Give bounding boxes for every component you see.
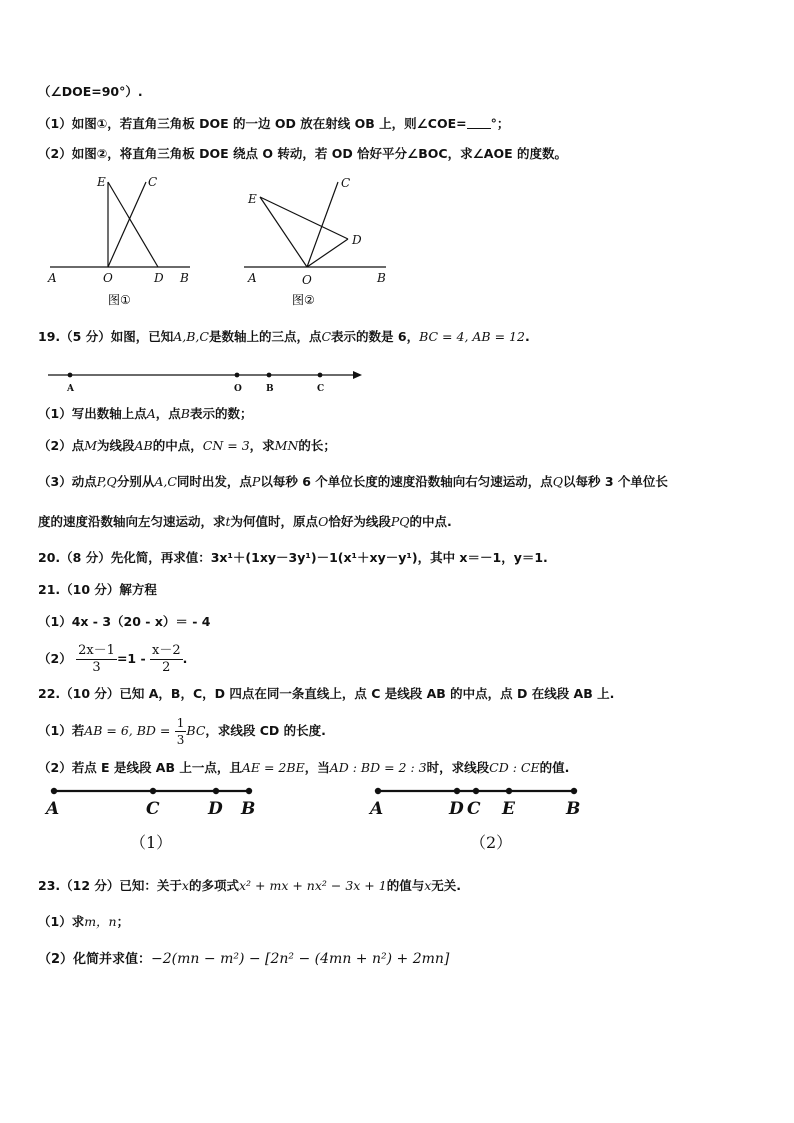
q19-p3-t: t <box>225 514 231 529</box>
fig2-side-OD <box>307 239 348 267</box>
q19-p1-c: 表示的数； <box>189 406 253 421</box>
q19-p3-PQ2: PQ <box>390 514 410 529</box>
fig2-label-B: B <box>566 799 581 819</box>
q22-p2-eq3: CD : CE <box>489 760 540 775</box>
q19-p3-Q: Q <box>552 474 563 489</box>
q19-p3-P: P <box>251 474 261 489</box>
fig1-ray-OC <box>108 182 146 267</box>
axis-label-C: C <box>317 384 325 394</box>
point-B <box>267 373 272 378</box>
fig1-label-C: C <box>146 799 160 819</box>
fig2-point-B <box>571 788 577 794</box>
fig2-point-D <box>454 788 460 794</box>
point-O <box>235 373 240 378</box>
q22-p2-eq1: AE = 2BE <box>241 760 305 775</box>
fig1-point-C <box>150 788 156 794</box>
q19-p3-i: 的中点. <box>409 514 452 529</box>
q23-part1 <box>38 914 129 930</box>
q20-text: 20.（8 分）先化简，再求值：3x¹＋(1xy－3y¹)－1(x¹＋xy－y¹)，其中 x＝－1，y＝1. <box>38 550 548 565</box>
q22-p2-c: 时，求线段 <box>426 760 490 775</box>
axis-label-O: O <box>234 384 242 394</box>
q23-head-d: 无关. <box>431 878 462 893</box>
fig1-label-D: D <box>208 799 223 819</box>
q22-figures <box>0 780 620 860</box>
fig1-label-C: C <box>148 175 158 189</box>
fig2-label-A: A <box>248 271 257 285</box>
q21-head: 21.（10 分）解方程 <box>38 582 157 597</box>
fig2-label-D: D <box>352 233 362 247</box>
q21-frac2-num: x－2 <box>152 643 181 658</box>
q21-frac2-den: 2 <box>162 660 171 675</box>
fig2-label-B: B <box>377 271 386 285</box>
fig2-caption: 图② <box>292 293 315 307</box>
fig2-point-E <box>506 788 512 794</box>
q19-p3-h: 恰好为线段 <box>328 514 391 529</box>
q23-p1-a: （1）求 <box>38 914 85 929</box>
q23-p2-expr: −2(mn − m²) − [2n² − (4mn + n²) + 2mn] <box>151 951 450 967</box>
q18-part1 <box>38 116 509 132</box>
q19-p2-CN: CN = 3 <box>202 438 250 453</box>
q19-head-c-pt: C <box>321 329 332 344</box>
fig1-label-A: A <box>46 799 60 819</box>
fig1-label-B: B <box>241 799 256 819</box>
q18-intro: （∠DOE=90°）. <box>38 84 143 99</box>
q19-p2-e: 的长； <box>298 438 336 453</box>
q19-p2-c: 的中点， <box>152 438 203 453</box>
q19-head-eq: BC = 4, AB = 12 <box>419 329 525 344</box>
q19-p2-a: （2）点 <box>38 438 85 453</box>
point-A <box>68 373 73 378</box>
q19-p3-b: 分别从 <box>116 474 155 489</box>
fig2-label-O: O <box>302 273 312 287</box>
q22-p1-eq: AB = 6, BD = <box>84 723 171 738</box>
fig1-caption: （1） <box>130 833 173 852</box>
fig1-point-D <box>213 788 219 794</box>
q19-part3-line2 <box>38 514 452 530</box>
q18-part2: （2）如图②，将直角三角板 DOE 绕点 O 转动，若 OD 恰好平分∠BOC，求∠AOE 的度数。 <box>38 146 567 161</box>
q19-p1-A: A <box>146 406 156 421</box>
q23-head <box>38 878 461 894</box>
q22-p2-b: ，当 <box>304 760 330 775</box>
fig1-caption: 图① <box>108 293 131 307</box>
fig2-label-A: A <box>370 799 384 819</box>
q21-fraction-1 <box>76 643 117 676</box>
q19-p2-b: 为线段 <box>97 438 135 453</box>
q22-p1-b: ，求线段 CD 的长度. <box>205 723 326 738</box>
q21-part2 <box>38 640 187 678</box>
q19-number-line <box>40 366 370 394</box>
q22-p2-eq2: AD : BD = 2 : 3 <box>329 760 427 775</box>
fig1-ray-ED <box>108 182 158 267</box>
q19-p2-M: M <box>84 438 98 453</box>
fig1-label-A: A <box>48 271 57 285</box>
q18-figure-1 <box>50 182 190 267</box>
q19-p2-d: ，求 <box>249 438 275 453</box>
fig1-label-E: E <box>97 175 106 189</box>
q19-head-pts: A,B,C <box>173 329 209 344</box>
q19-p1-B: B <box>180 406 190 421</box>
q19-p3-AC: A,C <box>154 474 177 489</box>
q22-fraction <box>175 715 187 748</box>
q19-p2-MN: MN <box>274 438 299 453</box>
fig2-label-D: D <box>449 799 464 819</box>
q19-p3-O: O <box>318 514 329 529</box>
q23-head-x: x <box>181 878 189 893</box>
q23-part2 <box>38 951 449 968</box>
fig2-label-C: C <box>341 176 351 190</box>
q19-p3-PQ: P,Q <box>96 474 117 489</box>
q22-figure-2 <box>368 788 580 852</box>
q23-head-c: 的值与 <box>386 878 425 893</box>
q21-fraction-2 <box>150 643 183 676</box>
fig2-side-ED <box>260 197 348 239</box>
answer-blank <box>467 116 491 129</box>
q21-frac1-den: 3 <box>92 660 101 675</box>
fig2-ray-OC <box>307 182 338 267</box>
q23-p2-a: （2）化简并求值： <box>38 952 152 967</box>
q19-head-end: . <box>524 329 530 344</box>
fig1-label-D: D <box>154 271 164 285</box>
q21-part1: （1）4x - 3（20 - x）＝ - 4 <box>38 614 211 629</box>
q22-p2-a: （2）若点 E 是线段 AB 上一点，且 <box>38 760 242 775</box>
q19-p1-b: ，点 <box>155 406 181 421</box>
q19-p3-g: 为何值时，原点 <box>230 514 319 529</box>
q22-p1-bc: BC <box>186 723 206 738</box>
q23-p1-b: ； <box>116 914 130 929</box>
fig2-label-C: C <box>467 799 481 819</box>
fig2-side-EO <box>260 197 307 267</box>
axis-label-A: A <box>67 384 74 394</box>
q19-head <box>38 329 530 345</box>
q19-p3-e: 以每秒 3 个单位长 <box>563 474 668 489</box>
q23-head-poly: x² + mx + nx² − 3x + 1 <box>238 878 387 893</box>
q19-head-c: 表示的数是 6， <box>331 329 420 344</box>
number-line-arrow-icon <box>353 371 362 379</box>
q19-p1-a: （1）写出数轴上点 <box>38 406 147 421</box>
q21-p2-label: （2） <box>38 651 72 666</box>
q22-p1-a: （1）若 <box>38 723 85 738</box>
fig1-label-B: B <box>180 271 189 285</box>
q22-figure-1 <box>44 788 255 852</box>
q23-head-b: 的多项式 <box>188 878 239 893</box>
q19-p3-d: 以每秒 6 个单位长度的速度沿数轴向右匀速运动，点 <box>260 474 553 489</box>
q19-p3-c: 同时出发，点 <box>176 474 252 489</box>
q19-part3-line1 <box>38 474 668 490</box>
fig2-caption: （2） <box>470 833 513 852</box>
axis-label-B: B <box>266 384 274 394</box>
q19-head-a: 19.（5 分）如图，已知 <box>38 329 174 344</box>
q22-part2 <box>38 760 569 776</box>
fig1-label-O: O <box>103 271 113 285</box>
q22-part1 <box>38 712 326 750</box>
q22-frac-num: 1 <box>176 716 185 730</box>
q18-part1-end: °； <box>490 116 510 131</box>
fig2-point-C <box>473 788 479 794</box>
q19-p2-AB: AB <box>134 438 153 453</box>
fig2-point-A <box>375 788 381 794</box>
q23-p1-mn: m，n <box>84 914 117 929</box>
q19-part1 <box>38 406 252 422</box>
q18-figures <box>0 168 420 313</box>
fig1-point-B <box>246 788 252 794</box>
q22-p2-d: 的值. <box>539 760 570 775</box>
q19-head-b: 是数轴上的三点，点 <box>208 329 322 344</box>
q21-frac1-num: 2x－1 <box>78 643 115 658</box>
fig2-label-E: E <box>502 799 515 819</box>
q19-p3-f: 度的速度沿数轴向左匀速运动，求 <box>38 514 226 529</box>
q18-part1-text: （1）如图①，若直角三角板 DOE 的一边 OD 放在射线 OB 上，则∠COE= <box>38 116 467 131</box>
q23-head-a: 23.（12 分）已知：关于 <box>38 878 182 893</box>
point-C <box>318 373 323 378</box>
q22-frac-den: 3 <box>176 733 185 747</box>
fig1-point-A <box>51 788 57 794</box>
q22-head: 22.（10 分）已知 A，B，C，D 四点在同一条直线上，点 C 是线段 AB 的中点，点 D 在线段 AB 上. <box>38 686 615 701</box>
q21-p2-end: . <box>182 651 188 666</box>
q21-p2-mid: =1 - <box>116 651 146 666</box>
fig2-label-E: E <box>248 192 257 206</box>
q19-part2 <box>38 438 336 454</box>
q23-head-x2: x <box>424 878 432 893</box>
q18-figure-2 <box>244 182 386 267</box>
q19-p3-a: （3）动点 <box>38 474 97 489</box>
